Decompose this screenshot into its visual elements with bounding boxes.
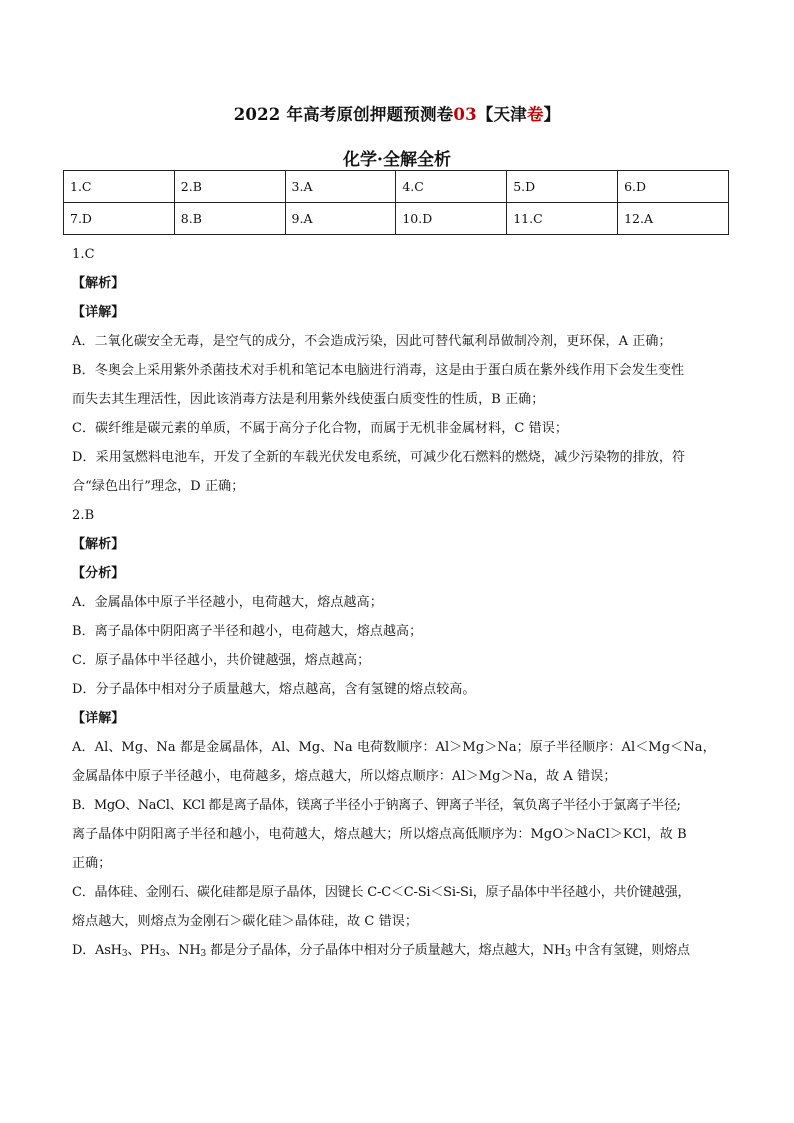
answer-cell: 1.C bbox=[64, 171, 175, 203]
section-heading: 【详解】 bbox=[72, 711, 125, 726]
formula-text: 、NH bbox=[165, 943, 201, 958]
subscript: 3 bbox=[565, 949, 571, 959]
title-juan: 卷 bbox=[526, 105, 544, 124]
answer-table bbox=[63, 170, 729, 235]
title-bracket-close: 】 bbox=[543, 105, 561, 124]
option-text: B．冬奥会上采用紫外杀菌技术对手机和笔记本电脑进行消毒，这是由于蛋白质在紫外线作用下会发生变性 bbox=[72, 363, 685, 378]
subscript: 3 bbox=[200, 949, 207, 959]
option-text: 合“绿色出行”理念，D 正确； bbox=[72, 479, 245, 494]
option-text bbox=[72, 936, 730, 965]
page-subtitle: 化学·全解全析 bbox=[343, 150, 451, 170]
option-text: 金属晶体中原子半径越小，电荷越多，熔点越大，所以熔点顺序：Al＞Mg＞Na，故 A 错误； bbox=[72, 769, 617, 784]
section-heading: 【详解】 bbox=[72, 305, 125, 320]
option-text: D．采用氢燃料电池车，开发了全新的车载光伏发电系统，可减少化石燃料的燃烧，减少污染物的排放，符 bbox=[72, 450, 686, 465]
option-text: A．二氧化碳安全无毒，是空气的成分，不会造成污染，因此可替代氟利昂做制冷剂，更环保，A 正确； bbox=[72, 334, 672, 349]
answer-cell: 8.B bbox=[174, 203, 285, 235]
analysis-text: C．原子晶体中半径越小，共价键越强，熔点越高； bbox=[72, 653, 371, 668]
option-text: 熔点越大，则熔点为金刚石＞碳化硅＞晶体硅，故 C 错误； bbox=[72, 914, 419, 929]
question-number: 1.C bbox=[72, 247, 95, 262]
answer-cell: 11.C bbox=[507, 203, 618, 235]
subscript: 3 bbox=[159, 949, 166, 959]
option-text: C．晶体硅、金刚石、碳化硅都是原子晶体，因键长 C-C＜C-Si＜Si-Si，原子晶体中半径越小，共价键越强， bbox=[72, 885, 691, 900]
formula-text: 、PH bbox=[127, 943, 160, 958]
answer-cell: 3.A bbox=[285, 171, 396, 203]
analysis-text: B．离子晶体中阴阳离子半径和越小，电荷越大，熔点越高； bbox=[72, 624, 423, 639]
solution-body bbox=[72, 240, 730, 965]
page-title bbox=[0, 101, 794, 125]
analysis-text: A．金属晶体中原子半径越小，电荷越大，熔点越高； bbox=[72, 595, 383, 610]
title-bracket-open: 【天津 bbox=[476, 105, 527, 124]
answer-row bbox=[64, 203, 729, 235]
option-text: 离子晶体中阴阳离子半径和越小，电荷越大，熔点越大；所以熔点高低顺序为：MgO＞NaCl＞KCl，故 B bbox=[72, 827, 687, 842]
formula-text: 都是分子晶体，分子晶体中相对分子质量越大，熔点越大，NH bbox=[206, 943, 566, 958]
question-number: 2.B bbox=[72, 508, 95, 523]
subscript: 3 bbox=[121, 949, 128, 959]
option-text: A．Al、Mg、Na 都是金属晶体，Al、Mg、Na 电荷数顺序：Al＞Mg＞Na；原子半径顺序：Al＜Mg＜Na， bbox=[72, 740, 716, 755]
title-text: 2022 年高考原创押题预测卷 bbox=[233, 105, 454, 124]
analysis-text: D．分子晶体中相对分子质量越大，熔点越高，含有氢键的熔点较高。 bbox=[72, 682, 476, 697]
answer-row bbox=[64, 171, 729, 203]
answer-cell: 4.C bbox=[396, 171, 507, 203]
option-text: 正确； bbox=[72, 856, 112, 871]
formula-text: 中含有氢键，则熔点 bbox=[570, 943, 690, 958]
answer-cell: 2.B bbox=[174, 171, 285, 203]
answer-cell: 10.D bbox=[396, 203, 507, 235]
answer-cell: 5.D bbox=[507, 171, 618, 203]
section-heading: 【解析】 bbox=[72, 276, 125, 291]
answer-cell: 12.A bbox=[618, 203, 729, 235]
title-number: 03 bbox=[453, 105, 477, 124]
option-text: C．碳纤维是碳元素的单质，不属于高分子化合物，而属于无机非金属材料，C 错误； bbox=[72, 421, 568, 436]
answer-cell: 9.A bbox=[285, 203, 396, 235]
answer-cell: 7.D bbox=[64, 203, 175, 235]
option-text: 而失去其生理活性，因此该消毒方法是利用紫外线使蛋白质变性的性质，B 正确； bbox=[72, 392, 545, 407]
section-heading: 【分析】 bbox=[72, 566, 125, 581]
option-text: B．MgO、NaCl、KCl 都是离子晶体，镁离子半径小于钠离子、钾离子半径，氧负离子半径小于氯离子半径; bbox=[72, 798, 681, 813]
formula-text: D．AsH bbox=[72, 943, 122, 958]
section-heading: 【解析】 bbox=[72, 537, 125, 552]
answer-cell: 6.D bbox=[618, 171, 729, 203]
